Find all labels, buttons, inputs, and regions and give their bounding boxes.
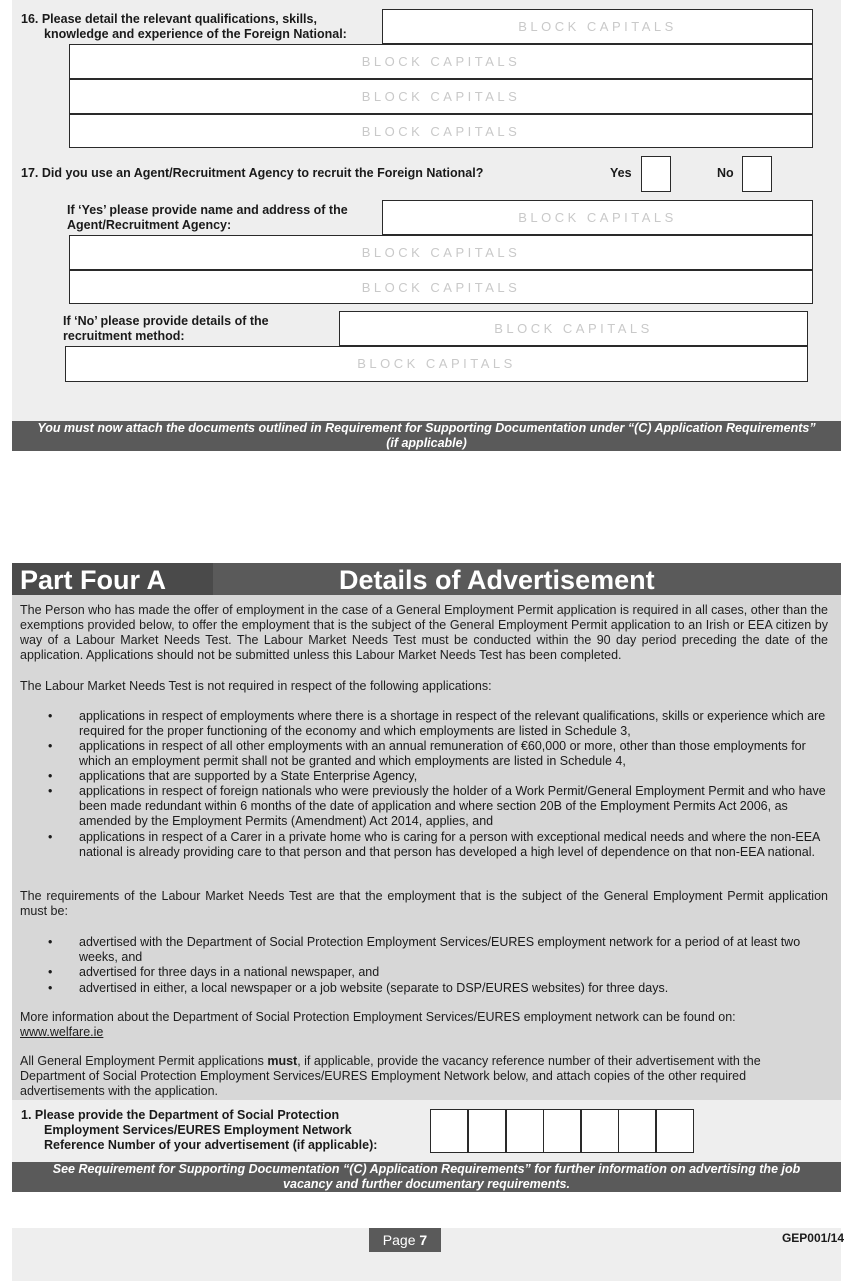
reference-digit-box[interactable] xyxy=(581,1109,619,1153)
requirement-item xyxy=(48,935,826,965)
attach-banner-line1: You must now attach the documents outlined in Requirement for Supporting Documentation under “(C) Application Requirements” xyxy=(37,421,816,435)
q1-label xyxy=(21,1108,421,1153)
exemption-text: applications in respect of employments where there is a shortage in respect of the relevant qualifications, skills or experience which are required for the proper functioning of the economy and which employments are listed in Schedule 3, xyxy=(79,709,826,738)
bullet-icon: • xyxy=(48,769,53,783)
q1-label-line3: Reference Number of your advertisement (if applicable): xyxy=(44,1138,378,1152)
reference-digit-box[interactable] xyxy=(430,1109,468,1153)
exemption-text: applications in respect of all other employments with an annual remuneration of €60,000 or more, other than those employments for which an employment permit shall not be granted and which employments are listed in Schedule 4, xyxy=(79,739,806,768)
q17-yes-checkbox[interactable] xyxy=(641,156,671,192)
recruitment-method-field-2[interactable]: BLOCK CAPITALS xyxy=(65,346,808,382)
bullet-icon: • xyxy=(48,981,53,995)
q17-yes-label-line2: Agent/Recruitment Agency: xyxy=(67,218,232,232)
exemptions-intro: The Labour Market Needs Test is not required in respect of the following applications: xyxy=(20,679,492,693)
exemption-item xyxy=(48,830,826,875)
bullet-icon: • xyxy=(48,709,53,723)
q16-label xyxy=(21,12,381,42)
q1-label-line1: 1. Please provide the Department of Social Protection xyxy=(21,1108,340,1122)
page-label: Page xyxy=(382,1232,416,1248)
more-info-text: More information about the Department of Social Protection Employment Services/EURES employment network can be found on: xyxy=(20,1010,736,1024)
reference-digit-box[interactable] xyxy=(506,1109,544,1153)
bullet-icon: • xyxy=(48,739,53,753)
all-apps-text-start: All General Employment Permit applications xyxy=(20,1054,268,1068)
exemption-text: applications that are supported by a State Enterprise Agency, xyxy=(79,769,418,783)
reference-digit-box[interactable] xyxy=(468,1109,506,1153)
q17-label: 17. Did you use an Agent/Recruitment Agency to recruit the Foreign National? xyxy=(21,166,484,180)
form-code: GEP001/14 xyxy=(781,1231,844,1245)
bullet-icon: • xyxy=(48,965,53,979)
exemption-item xyxy=(48,709,826,739)
agency-field-2[interactable]: BLOCK CAPITALS xyxy=(69,235,813,270)
intro-paragraph: The Person who has made the offer of employment in the case of a General Employment Permit application is required in all cases, other than the exemptions provided below, to offer the employment that is the subject of the General Employment Permit application to an Irish or EEA citizen by way of a Labour Market Needs Test. The Labour Market Needs Test must be conducted within the 90 day period preceding the date of the application. Applications should not be submitted unless this Labour Market Needs Test has been completed. xyxy=(20,603,828,662)
see-banner-line2: vacancy and further documentary requirements. xyxy=(283,1177,570,1191)
see-requirements-banner xyxy=(12,1162,841,1192)
exemption-text: applications in respect of a Carer in a private home who is caring for a person with exceptional medical needs and where the non-EEA national is already providing care to that person and that person has developed a high level of dependence on that non-EEA national. xyxy=(79,830,820,859)
exemption-item xyxy=(48,784,826,829)
q16-label-line1: 16. Please detail the relevant qualifications, skills, xyxy=(21,12,317,26)
q17-no-details-label xyxy=(63,314,338,344)
requirements-intro: The requirements of the Labour Market Needs Test are that the employment that is the subject of the General Employment Permit application must be: xyxy=(20,889,828,918)
more-info-paragraph xyxy=(20,1010,828,1040)
bullet-icon: • xyxy=(48,935,53,949)
q17-yes-label-line1: If ‘Yes’ please provide name and address of the xyxy=(67,203,348,217)
requirement-item xyxy=(48,981,826,996)
bullet-icon: • xyxy=(48,784,53,798)
q17-yes-details-label xyxy=(67,203,377,233)
attach-documents-banner xyxy=(12,421,841,451)
reference-digit-box[interactable] xyxy=(656,1109,694,1153)
q16-field-4[interactable]: BLOCK CAPITALS xyxy=(69,114,813,148)
q17-no-label-line1: If ‘No’ please provide details of the xyxy=(63,314,269,328)
q17-no-label: No xyxy=(717,166,734,180)
q16-field-1[interactable]: BLOCK CAPITALS xyxy=(382,9,813,44)
page-number: 7 xyxy=(419,1232,428,1248)
q17-no-checkbox[interactable] xyxy=(742,156,772,192)
reference-digit-box[interactable] xyxy=(618,1109,656,1153)
requirement-text: advertised for three days in a national newspaper, and xyxy=(79,965,380,979)
section-header xyxy=(12,563,841,595)
agency-field-1[interactable]: BLOCK CAPITALS xyxy=(382,200,813,235)
see-banner-line1: See Requirement for Supporting Documentation “(C) Application Requirements” for further information on advertising the job xyxy=(52,1162,801,1176)
agency-field-3[interactable]: BLOCK CAPITALS xyxy=(69,270,813,304)
all-apps-text-end: , if applicable, provide the vacancy reference number of their advertisement with the Department of Social Protection Employment Services/EURES Employment Network below, and attach copies of the other required advertisements with the application. xyxy=(20,1054,761,1098)
reference-digit-box[interactable] xyxy=(543,1109,581,1153)
section-title: Details of Advertisement xyxy=(339,565,655,595)
requirement-text: advertised in either, a local newspaper or a job website (separate to DSP/EURES websites) for three days. xyxy=(79,981,669,995)
requirement-text: advertised with the Department of Social Protection Employment Services/EURES employment network for a period of at least two weeks, and xyxy=(79,935,801,964)
attach-banner-line2: (if applicable) xyxy=(386,436,467,450)
q16-field-3[interactable]: BLOCK CAPITALS xyxy=(69,79,813,114)
q17-yes-label: Yes xyxy=(610,166,632,180)
all-apps-must: must xyxy=(267,1054,298,1068)
q16-label-line2: knowledge and experience of the Foreign National: xyxy=(44,27,347,41)
requirement-item xyxy=(48,965,826,980)
page-number-badge xyxy=(369,1228,441,1252)
all-applications-paragraph xyxy=(20,1054,828,1099)
bullet-icon: • xyxy=(48,830,53,844)
welfare-link[interactable]: www.welfare.ie xyxy=(20,1025,104,1039)
q1-label-line2: Employment Services/EURES Employment Network xyxy=(44,1123,352,1137)
exemption-item xyxy=(48,739,826,769)
section-part-label: Part Four A xyxy=(12,563,213,595)
exemption-text: applications in respect of foreign nationals who were previously the holder of a Work Permit/General Employment Permit and who have been made redundant within 6 months of the date of application and where section 20B of the Employment Permits Act 2006, as amended by the Employment Permits (Amendment) Act 2014, applies, and xyxy=(79,784,826,828)
exemption-item xyxy=(48,769,826,784)
q16-field-2[interactable]: BLOCK CAPITALS xyxy=(69,44,813,79)
recruitment-method-field-1[interactable]: BLOCK CAPITALS xyxy=(339,311,808,346)
q17-no-label-line2: recruitment method: xyxy=(63,329,185,343)
